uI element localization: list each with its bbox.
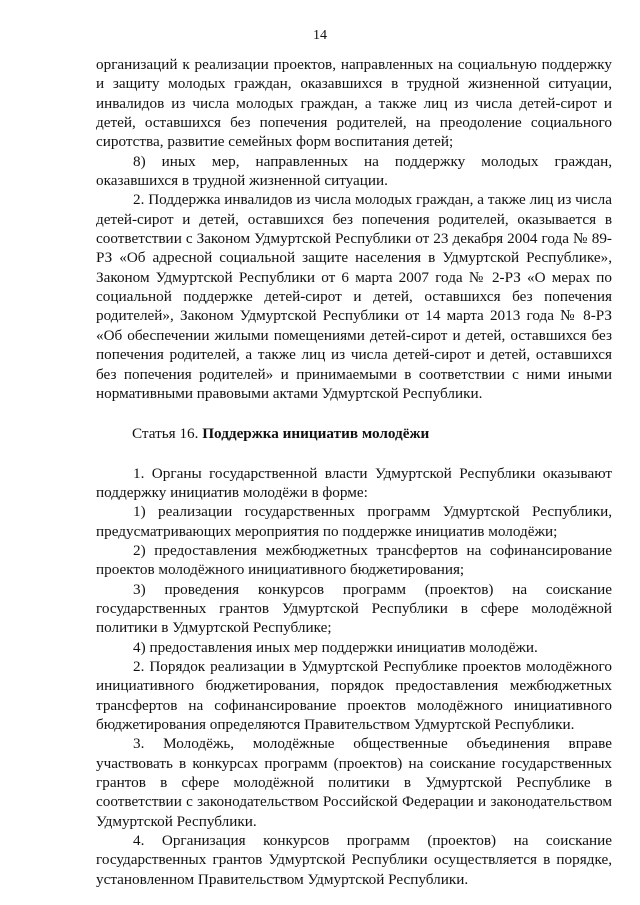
- list-item-3: 3) проведения конкурсов программ (проектов) на соискание государственных грантов Удмуртской Республики в сфере молодёжной политики в Удмуртской Республике;: [96, 580, 612, 637]
- list-item-1: 1) реализации государственных программ Удмуртской Республики, предусматривающих мероприятия по поддержке инициатив молодёжи;: [96, 503, 612, 540]
- paragraph-article-4: 4. Организация конкурсов программ (проектов) на соискание государственных грантов Удмуртской Республики осуществляется в порядке, установленном Правительством Удмуртской Республики.: [96, 832, 612, 888]
- page-number: 14: [313, 28, 327, 43]
- paragraph-article-2: 2. Порядок реализации в Удмуртской Республике проектов молодёжного инициативного бюджетирования, порядок предоставления межбюджетных трансфертов на софинансирование проектов молодёжного инициативного бюджетирования определяются Правительством Удмуртской Республики.: [96, 657, 612, 733]
- list-item-8: 8) иных мер, направленных на поддержку молодых граждан, оказавшихся в трудной жизненной ситуации.: [96, 152, 612, 190]
- list-item-4: 4) предоставления иных мер поддержки инициатив молодёжи.: [133, 638, 538, 656]
- article-number: Статья 16.: [132, 425, 199, 443]
- paragraph-continuation: организаций к реализации проектов, направленных на социальную поддержку и защиту молодых граждан, оказавшихся в трудной жизненной ситуации, инвалидов из числа молодых граждан, а также лиц из числа детей-сирот и детей, оставшихся без попечения родителей, на преодоление социального сиротства, развитие семейных форм воспитания детей;: [96, 56, 612, 151]
- list-item-2: 2) предоставления межбюджетных трансфертов на софинансирование проектов молодёжного инициативного бюджетирования;: [96, 541, 612, 579]
- article-title: Поддержка инициатив молодёжи: [202, 425, 430, 443]
- article-heading: [96, 424, 612, 443]
- document-body: [96, 55, 612, 889]
- paragraph-section-2: 2. Поддержка инвалидов из числа молодых граждан, а также лиц из числа детей-сирот и детей, оставшихся без попечения родителей, оказывается в соответствии с Законом Удмуртской Республики от 23 декабря 2004 года № 89-РЗ «Об адресной социальной защите населения в Удмуртской Республике», Законом Удмуртской Республики от 6 марта 2007 года № 2-РЗ «О мерах по социальной поддержке детей-сирот и детей, оставшихся без попечения родителей», Законом Удмуртской Республики от 14 марта 2013 года № 8-РЗ «Об обеспечении жилыми помещениями детей-сирот и детей, оставшихся без попечения родителей, а также лиц из числа детей-сирот и детей, оставшихся без попечения родителей» и принимаемыми в соответствии с ними иными нормативными правовыми актами Удмуртской Республики.: [96, 191, 612, 402]
- paragraph-article-3: 3. Молодёжь, молодёжные общественные объединения вправе участвовать в конкурсах программ (проектов) на соискание государственных грантов в сфере молодёжной политики в Удмуртской Республике в соответствии с законодательством Российской Федерации и законодательством Удмуртской Республики.: [96, 735, 612, 830]
- paragraph-article-1: 1. Органы государственной власти Удмуртской Республики оказывают поддержку инициатив молодёжи в форме:: [96, 464, 612, 501]
